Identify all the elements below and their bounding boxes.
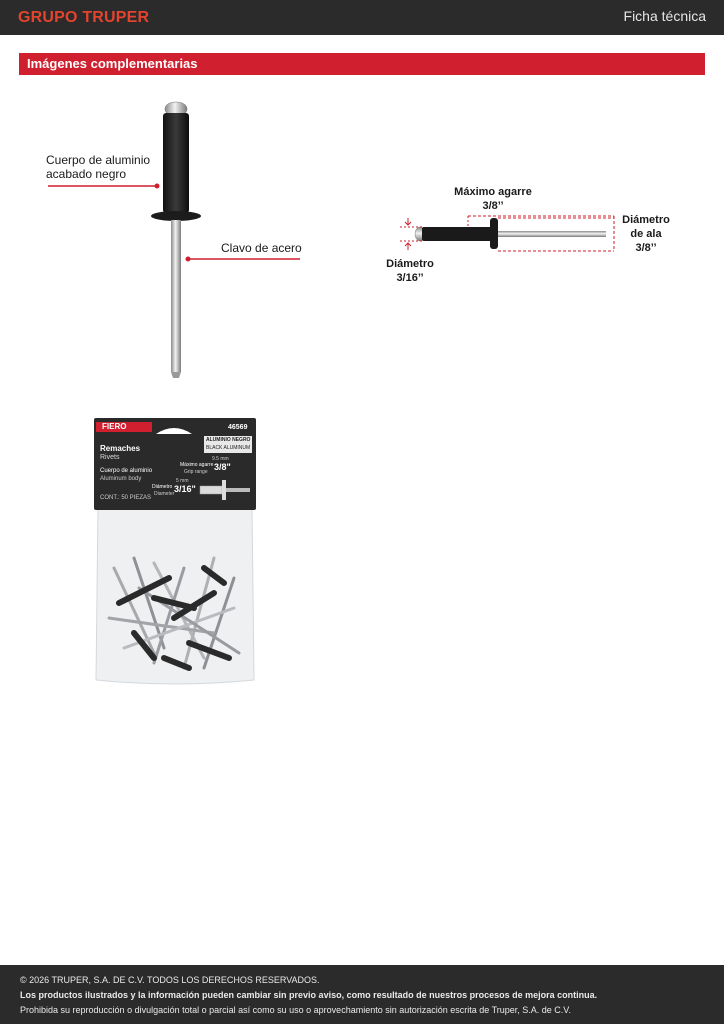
flange-label <box>618 213 674 255</box>
top-bar <box>0 0 724 35</box>
package-body-es: Cuerpo de aluminio <box>100 468 153 474</box>
package-figure <box>94 418 256 688</box>
grip-label <box>448 185 538 213</box>
grip-value: 3/8’’ <box>482 200 504 212</box>
package-diam-value: 3/16" <box>174 484 196 494</box>
package-name-en: Rivets <box>100 454 120 461</box>
package-contents: CONT.: 50 PIEZAS <box>100 495 152 501</box>
package-diam-en: Diameter <box>154 491 175 497</box>
package-material-en: BLACK ALUMINUM <box>206 445 251 451</box>
footer-copyright: © 2026 TRUPER, S.A. DE C.V. TODOS LOS DERECHOS RESERVADOS. <box>20 975 320 985</box>
package-grip-en: Grip range <box>184 469 208 475</box>
grip-label-text: Máximo agarre <box>454 186 532 198</box>
body-label-line1: Cuerpo de aluminio <box>46 153 151 167</box>
flange-label-line2: de ala <box>630 228 662 240</box>
package-code: 46569 <box>228 424 248 431</box>
diameter-label-text: Diámetro <box>386 258 434 270</box>
rivet-parts-illustration <box>40 95 320 385</box>
rivet-dimensions-figure <box>380 180 680 290</box>
rivet-parts-figure <box>40 95 320 385</box>
body-label-line2: acabado negro <box>46 167 127 181</box>
package-grip-value: 3/8" <box>214 462 231 472</box>
package-grip-mm: 9.5 mm <box>212 456 229 462</box>
brand-logo: GRUPO TRUPER <box>18 9 150 26</box>
package-diam-mm: 5 mm <box>176 478 189 484</box>
package-material-es: ALUMINIO NEGRO <box>206 437 251 443</box>
package-brand: FIERO <box>102 422 127 431</box>
diameter-label <box>384 257 436 285</box>
nail-label: Clavo de acero <box>221 241 302 255</box>
section-title: Imágenes complementarias <box>27 56 198 71</box>
document-type: Ficha técnica <box>623 8 706 24</box>
footer-notice: Los productos ilustrados y la información pueden cambiar sin previo aviso, como resultado de nuestros procesos de mejora continua. <box>20 990 598 1000</box>
section-header <box>19 53 705 75</box>
package-diam-es: Diámetro <box>152 484 173 490</box>
flange-label-line1: Diámetro <box>622 214 670 226</box>
package-name-es: Remaches <box>100 444 141 453</box>
package-grip-es: Máximo agarre <box>180 462 214 468</box>
diameter-value: 3/16’’ <box>396 272 424 284</box>
flange-value: 3/8’’ <box>635 242 657 254</box>
footer <box>0 965 724 1024</box>
package-body-en: Aluminum body <box>100 476 142 482</box>
footer-prohibition: Prohibida su reproducción o divulgación total o parcial así como su uso o aprovechamiento sin autorización escrita de Truper, S.A. de C.V. <box>20 1005 571 1015</box>
body-label <box>46 153 150 181</box>
